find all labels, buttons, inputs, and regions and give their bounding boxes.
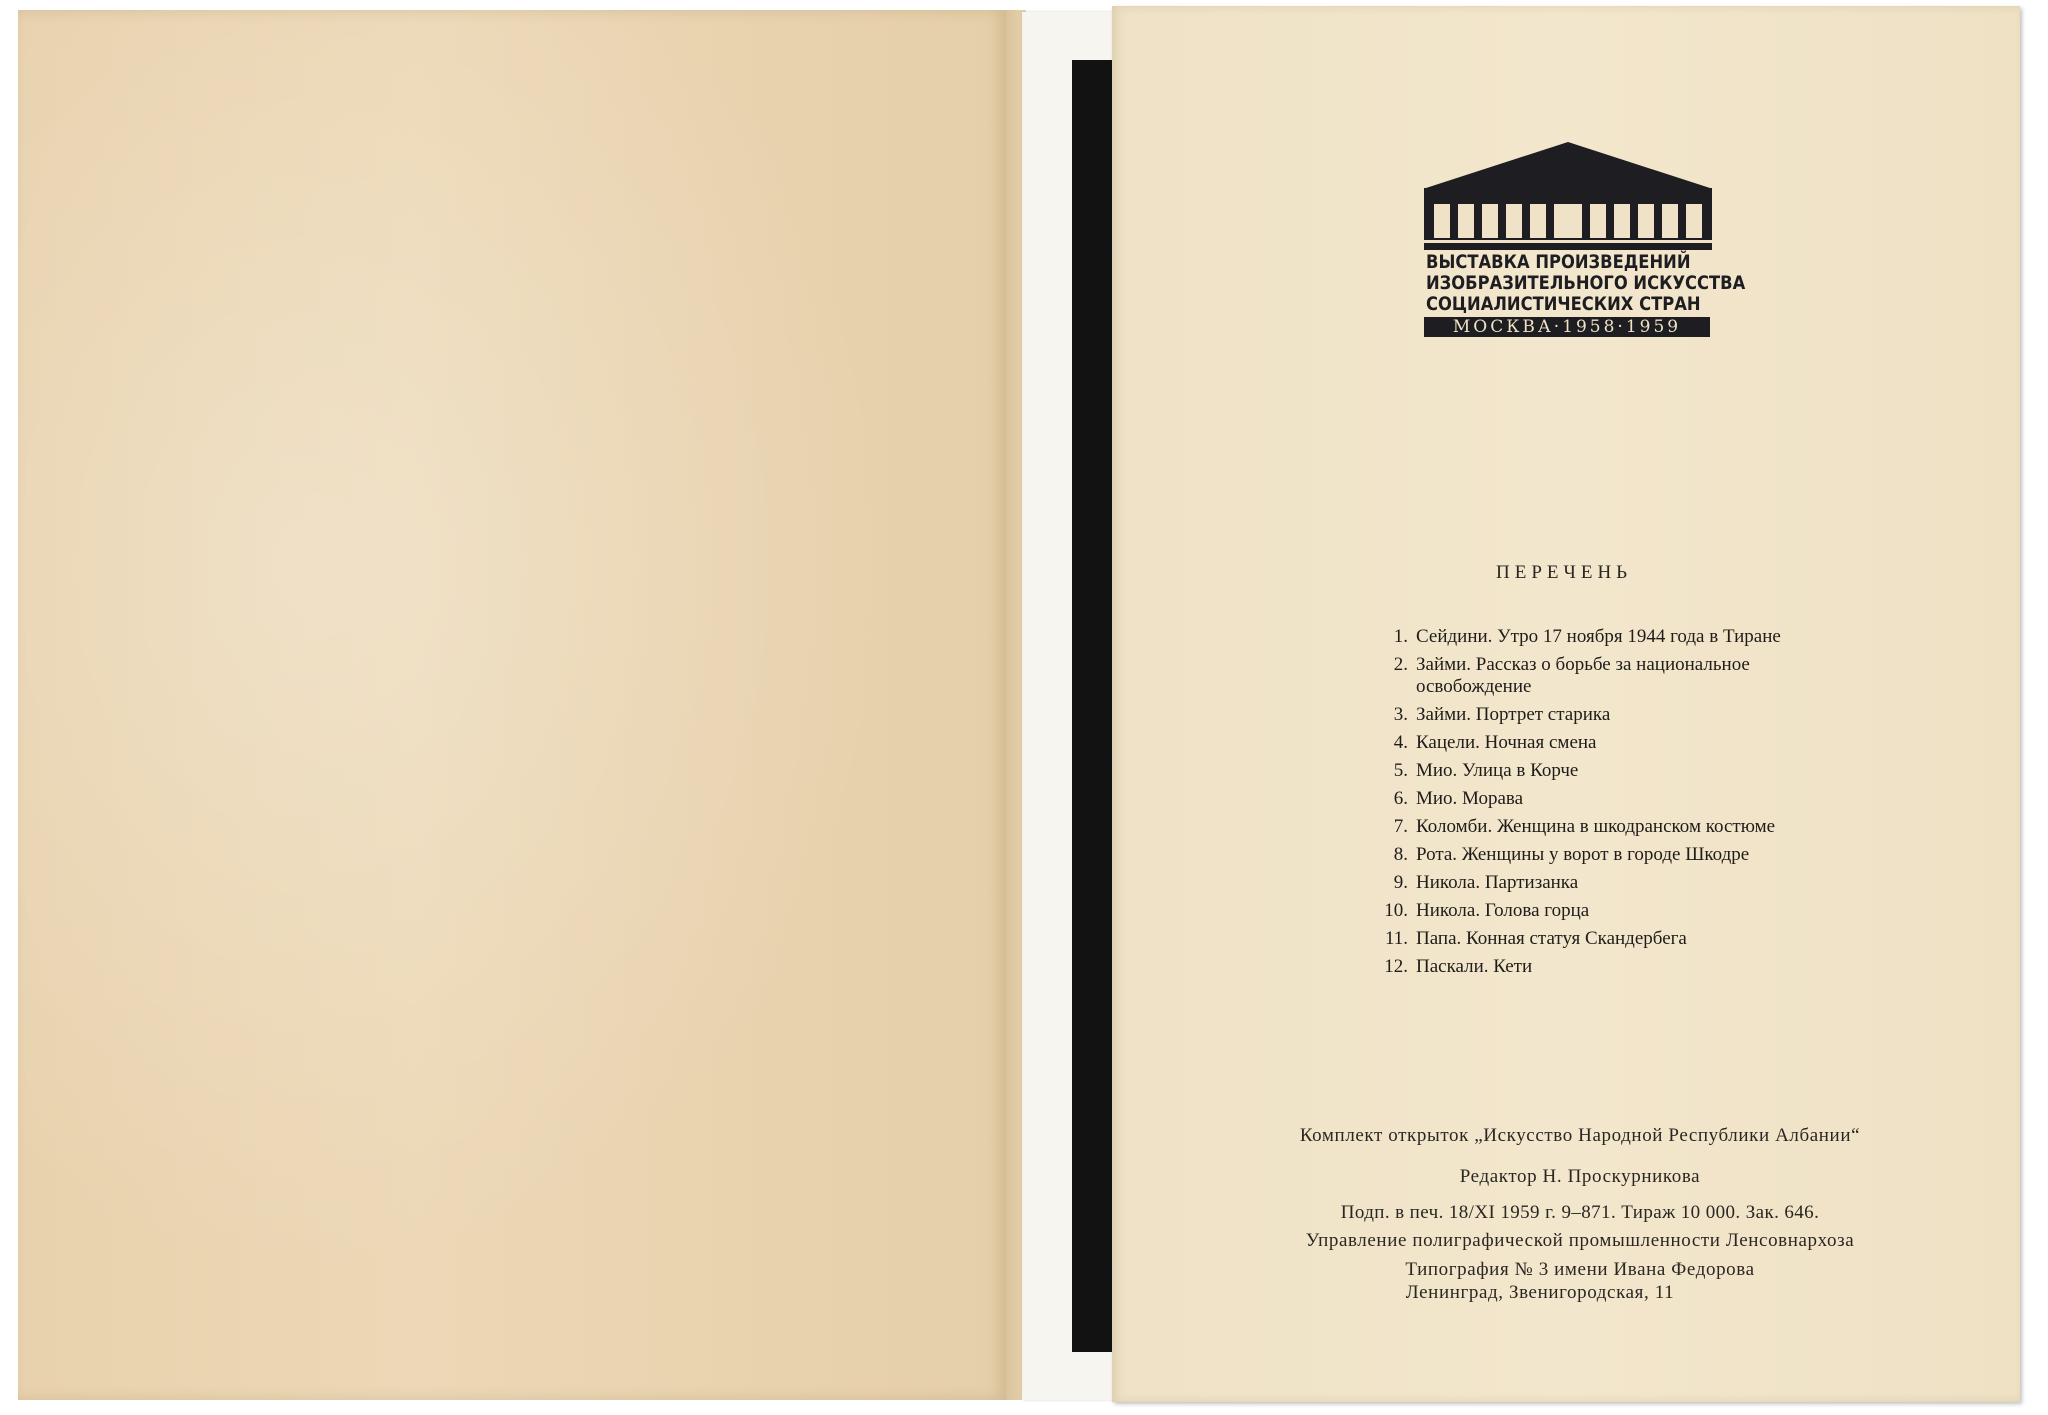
- printing-address: Ленинград, Звенигородская, 11: [1405, 1282, 1675, 1303]
- editor-line: Редактор Н. Проскурникова: [1459, 1166, 1701, 1187]
- printing-house: Типография № 3 имени Ивана Федорова: [1405, 1259, 1755, 1280]
- left-blank-page: [18, 10, 1006, 1400]
- contents-list: [1370, 626, 1810, 984]
- item-title: Паскали. Кети: [1416, 956, 1533, 977]
- item-title: Никола. Голова горца: [1416, 900, 1590, 921]
- item-title: Папа. Конная статуя Скандербега: [1416, 928, 1687, 949]
- item-title: Сейдини. Утро 17 ноября 1944 года в Тиране: [1416, 626, 1781, 647]
- item-number: 9.: [1393, 872, 1408, 893]
- item-title: Займи. Портрет старика: [1416, 704, 1611, 725]
- item-title: Мио. Улица в Корче: [1416, 760, 1579, 781]
- item-title: Рота. Женщины у ворот в городе Шкодре: [1416, 844, 1750, 865]
- postcard-edge: [1072, 60, 1112, 1352]
- museum-building-icon: [1424, 140, 1712, 252]
- list-item: [1370, 928, 1810, 950]
- list-item: [1370, 900, 1810, 922]
- item-number: 3.: [1393, 704, 1408, 725]
- item-title: Кацели. Ночная смена: [1416, 732, 1597, 753]
- list-item: [1370, 760, 1810, 782]
- list-item: [1370, 816, 1810, 838]
- item-title: Займи. Рассказ о борьбе за национальное освобождение: [1416, 654, 1750, 697]
- item-title: Никола. Партизанка: [1416, 872, 1579, 893]
- list-item: [1370, 626, 1810, 648]
- item-number: 1.: [1393, 626, 1408, 647]
- item-number: 5.: [1393, 760, 1408, 781]
- list-item: [1370, 872, 1810, 894]
- logo-city-years: МОСКВА·1958·1959: [1424, 317, 1710, 337]
- item-number: 8.: [1393, 844, 1408, 865]
- item-title: Мио. Морава: [1416, 788, 1524, 809]
- list-heading: ПЕРЕЧЕНЬ: [1496, 562, 1633, 583]
- list-item: [1370, 704, 1810, 726]
- logo-line-3: СОЦИАЛИСТИЧЕСКИХ СТРАН: [1426, 293, 1701, 315]
- item-number: 11.: [1384, 928, 1408, 949]
- item-number: 6.: [1393, 788, 1408, 809]
- exhibition-logo: [1424, 140, 1746, 340]
- publisher-admin: Управление полиграфической промышленности Ленсовнархоза: [1305, 1230, 1855, 1251]
- item-title: Коломби. Женщина в шкодранском костюме: [1416, 816, 1776, 837]
- list-item: [1370, 844, 1810, 866]
- print-details: Подп. в печ. 18/XI 1959 г. 9–871. Тираж 10 000. Зак. 646.: [1340, 1202, 1820, 1223]
- list-item: [1370, 788, 1810, 810]
- item-number: 7.: [1393, 816, 1408, 837]
- logo-line-1: ВЫСТАВКА ПРОИЗВЕДЕНИЙ: [1426, 251, 1691, 273]
- item-number: 10.: [1384, 900, 1408, 921]
- postcard-set-title: Комплект открыток „Искусство Народной Республики Албании“: [1299, 1125, 1861, 1146]
- item-number: 12.: [1384, 956, 1408, 977]
- list-item: [1370, 732, 1810, 754]
- item-number: 4.: [1393, 732, 1408, 753]
- logo-line-2: ИЗОБРАЗИТЕЛЬНОГО ИСКУССТВА: [1426, 272, 1746, 294]
- list-item: [1370, 654, 1810, 698]
- list-item: [1370, 956, 1810, 978]
- item-number: 2.: [1393, 654, 1408, 675]
